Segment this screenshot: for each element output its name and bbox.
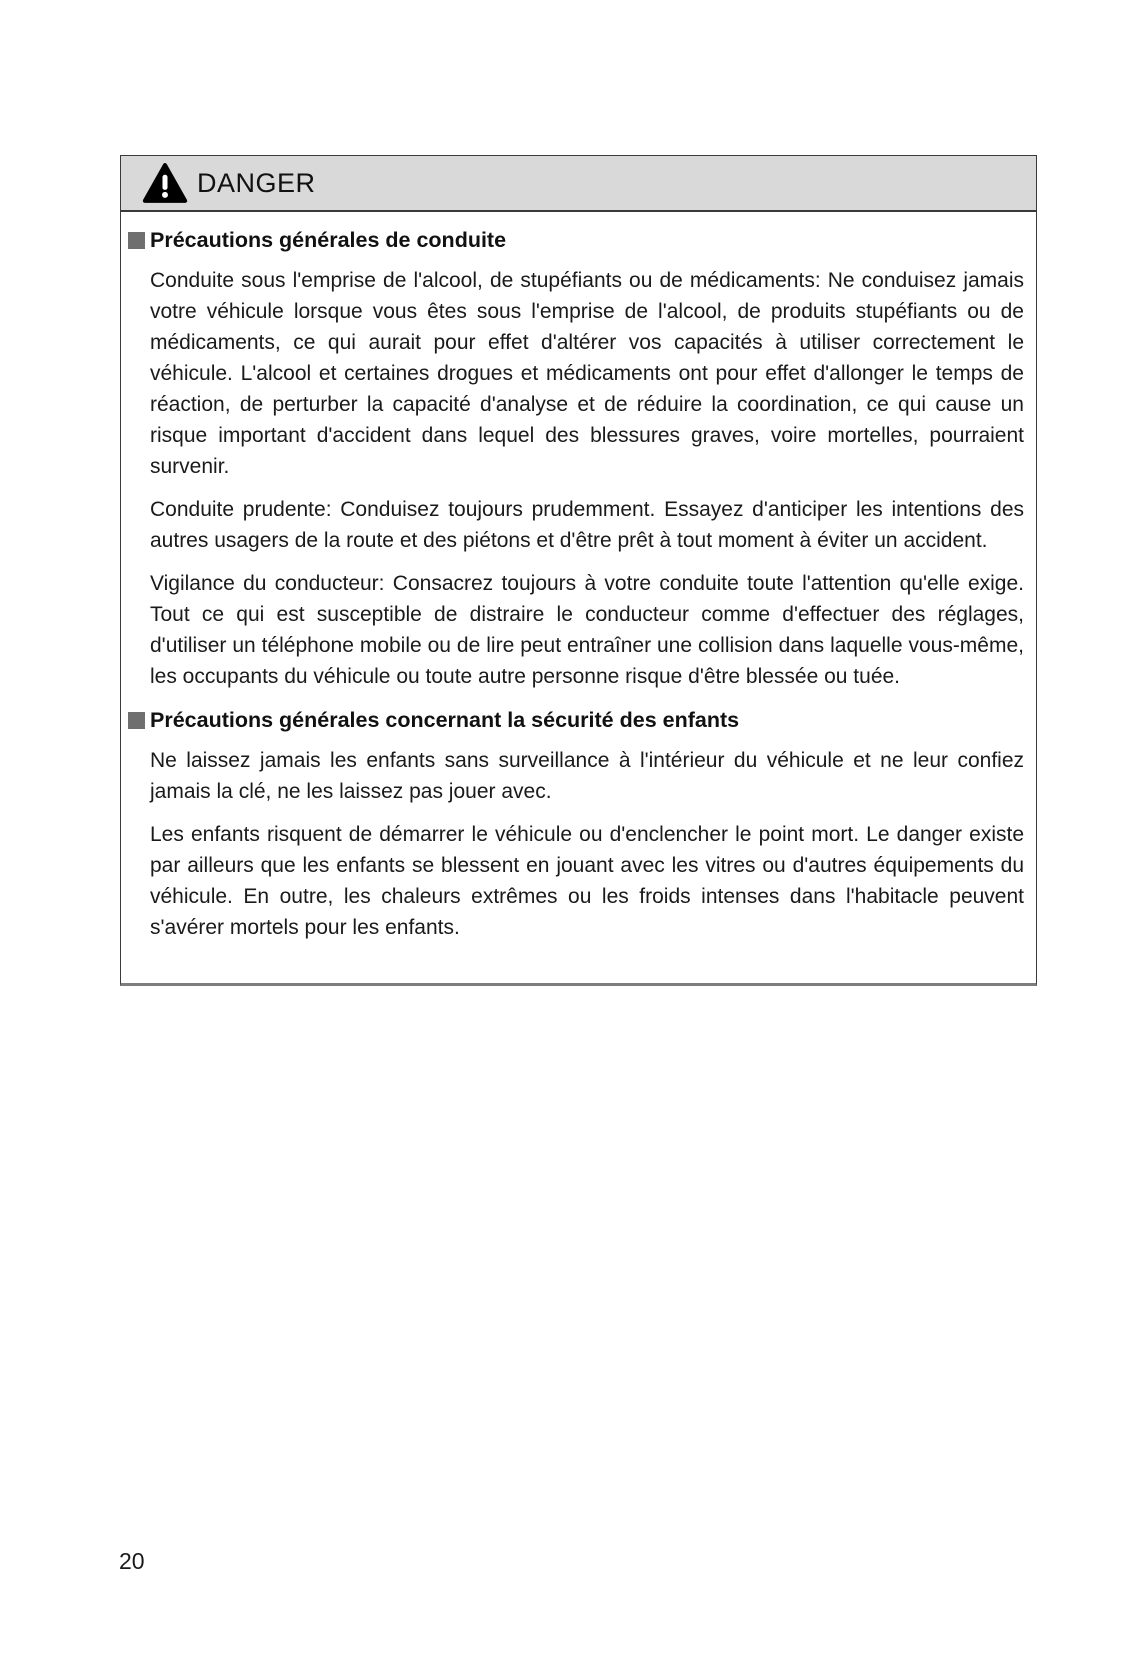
square-bullet-icon <box>128 712 145 729</box>
section-heading-text: Précautions générales de conduite <box>150 228 507 252</box>
danger-box-body <box>121 212 1036 983</box>
page-number: 20 <box>119 1548 145 1574</box>
section-heading <box>128 708 1024 733</box>
danger-header-bar <box>121 156 1036 212</box>
paragraph: Les enfants risquent de démarrer le véhicule ou d'enclencher le point mort. Le danger existe par ailleurs que les enfants se blessent en jouant avec les vitres ou d'autres équipements du véhicule. En outre, les chaleurs extrêmes ou les froids intenses dans l'habitacle peuvent s'avérer mortels pour les enfants. <box>150 823 1024 939</box>
danger-title: DANGER <box>197 167 316 198</box>
section-heading <box>128 228 1024 253</box>
section-driving-precautions <box>128 228 1024 692</box>
warning-triangle-icon <box>142 162 188 204</box>
paragraph: Ne laissez jamais les enfants sans surveillance à l'intérieur du véhicule et ne leur confiez jamais la clé, ne les laissez pas jouer avec. <box>150 749 1024 803</box>
paragraph: Conduite prudente: Conduisez toujours prudemment. Essayez d'anticiper les intentions des autres usagers de la route et des piétons et d'être prêt à tout moment à éviter un accident. <box>150 498 1024 552</box>
section-heading-text: Précautions générales concernant la sécurité des enfants <box>150 708 740 732</box>
square-bullet-icon <box>128 232 145 249</box>
paragraph: Conduite sous l'emprise de l'alcool, de stupéfiants ou de médicaments: Ne conduisez jamais votre véhicule lorsque vous êtes sous l'emprise de l'alcool, de produits stupéfiants ou de médicaments, ce qui aurait pour effet d'altérer vos capacités à utiliser correctement le véhicule. L'alcool et certaines drogues et médicaments ont pour effet d'allonger le temps de réaction, de perturber la capacité d'analyse et de réduire la coordination, ce qui cause un risque important d'accident dans lequel des blessures graves, voire mortelles, pourraient survenir. <box>150 269 1024 478</box>
section-child-safety-precautions <box>128 708 1024 943</box>
danger-warning-box <box>120 155 1037 986</box>
paragraph: Vigilance du conducteur: Consacrez toujours à votre conduite toute l'attention qu'elle exige. Tout ce qui est susceptible de distraire le conducteur comme d'effectuer des réglages, d'utiliser un téléphone mobile ou de lire peut entraîner une collision dans laquelle vous-même, les occupants du véhicule ou toute autre personne risque d'être blessée ou tuée. <box>150 572 1024 688</box>
